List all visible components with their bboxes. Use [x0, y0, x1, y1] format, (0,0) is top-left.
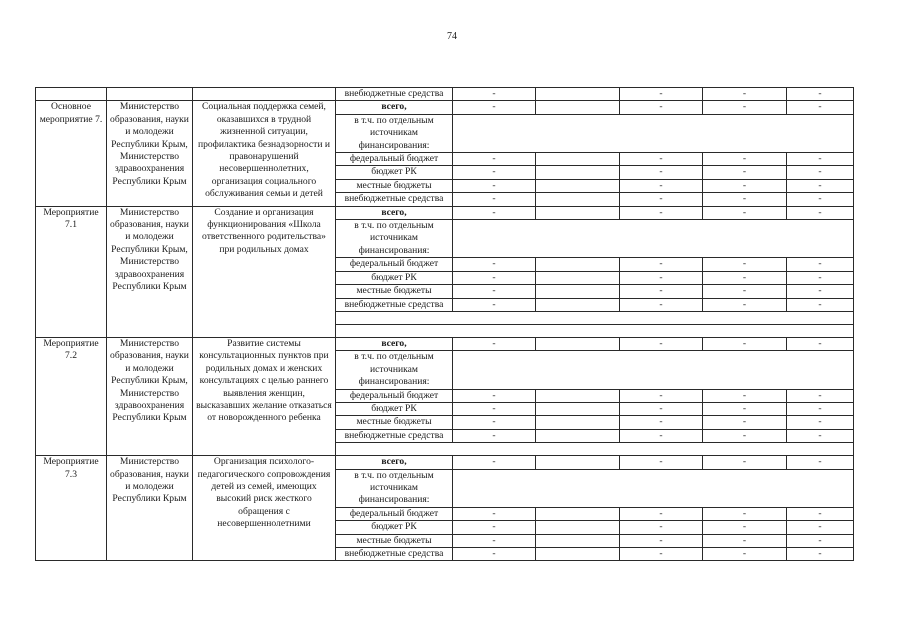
source-cell: всего,: [336, 456, 453, 469]
table-row: [36, 456, 854, 469]
value-cell: -: [787, 285, 854, 298]
value-cell: [536, 153, 620, 166]
value-cell: -: [703, 179, 787, 192]
value-cell: -: [453, 548, 536, 561]
value-cell: -: [787, 298, 854, 311]
value-cell: -: [787, 507, 854, 520]
value-cell: -: [703, 521, 787, 534]
executor-cell: Министерство образования, науки и молодежи Республики Крым, Министерство здравоохранения Республики Крым: [107, 337, 193, 455]
measure-name-cell: Создание и организация функционирования «Школа ответственного родительства» при родильных домах: [193, 206, 336, 337]
value-cell: [536, 548, 620, 561]
source-cell: местные бюджеты: [336, 416, 453, 429]
executor-cell: Министерство образования, науки и молодежи Республики Крым: [107, 456, 193, 561]
value-cell: -: [620, 389, 703, 402]
value-cell: -: [787, 166, 854, 179]
event-cell: Мероприятие 7.3: [36, 456, 107, 561]
source-cell: местные бюджеты: [336, 179, 453, 192]
source-cell: в т.ч. по отдельным источникам финансирования:: [336, 351, 453, 389]
source-cell: бюджет РК: [336, 271, 453, 284]
value-cell: -: [787, 429, 854, 442]
executor-cell: [107, 88, 193, 101]
value-cell: -: [787, 271, 854, 284]
value-cell: -: [453, 337, 536, 350]
source-cell: бюджет РК: [336, 521, 453, 534]
value-cell: -: [620, 285, 703, 298]
value-cell: -: [787, 258, 854, 271]
value-cell: -: [453, 521, 536, 534]
value-cell: -: [787, 179, 854, 192]
measure-name-cell: [193, 88, 336, 101]
value-cell: [536, 193, 620, 206]
value-cell: -: [453, 416, 536, 429]
source-cell: в т.ч. по отдельным источникам финансирования:: [336, 220, 453, 258]
measure-name-cell: Социальная поддержка семей, оказавшихся в трудной жизненной ситуации, профилактика безнадзорности и правонарушений несовершеннолетних, организация социального обслуживания семьи и детей: [193, 101, 336, 206]
value-cell: -: [453, 456, 536, 469]
event-cell: [36, 88, 107, 101]
value-cell: [453, 114, 854, 152]
value-cell: [536, 429, 620, 442]
source-cell: местные бюджеты: [336, 285, 453, 298]
table-row: [36, 206, 854, 219]
source-cell: федеральный бюджет: [336, 389, 453, 402]
source-cell: федеральный бюджет: [336, 258, 453, 271]
value-cell: -: [703, 402, 787, 415]
value-cell: -: [620, 166, 703, 179]
value-cell: -: [620, 521, 703, 534]
value-cell: [453, 351, 854, 389]
source-cell: внебюджетные средства: [336, 298, 453, 311]
value-cell: -: [453, 193, 536, 206]
value-cell: -: [703, 166, 787, 179]
value-cell: -: [703, 548, 787, 561]
value-cell: -: [703, 258, 787, 271]
continuation-row: [36, 88, 854, 101]
value-cell: -: [787, 416, 854, 429]
executor-cell: Министерство образования, науки и молодежи Республики Крым, Министерство здравоохранения Республики Крым: [107, 206, 193, 337]
value-cell: -: [620, 456, 703, 469]
measure-name-cell: Развитие системы консультационных пунктов при родильных домах и женских консультациях с целью раннего выявления женщин, высказавших желание отказаться от новорожденного ребенка: [193, 337, 336, 455]
event-cell: Мероприятие 7.2: [36, 337, 107, 455]
value-cell: [536, 456, 620, 469]
value-cell: -: [703, 153, 787, 166]
page-number: 74: [447, 31, 457, 42]
measure-name-cell: Организация психолого-педагогического сопровождения детей из семей, имеющих высокий риск жесткого обращения с несовершеннолетними: [193, 456, 336, 561]
value-cell: -: [453, 389, 536, 402]
value-cell: -: [620, 88, 703, 101]
source-cell: всего,: [336, 206, 453, 219]
value-cell: [536, 88, 620, 101]
value-cell: [536, 402, 620, 415]
value-cell: [536, 271, 620, 284]
value-cell: -: [787, 206, 854, 219]
value-cell: -: [453, 206, 536, 219]
value-cell: -: [620, 271, 703, 284]
value-cell: [536, 507, 620, 520]
value-cell: [536, 416, 620, 429]
value-cell: -: [787, 153, 854, 166]
value-cell: -: [703, 285, 787, 298]
source-cell: внебюджетные средства: [336, 548, 453, 561]
value-cell: -: [703, 429, 787, 442]
source-cell: федеральный бюджет: [336, 153, 453, 166]
event-cell: Мероприятие 7.1: [36, 206, 107, 337]
blank-cell: [336, 443, 854, 456]
value-cell: -: [453, 298, 536, 311]
value-cell: -: [453, 179, 536, 192]
value-cell: -: [703, 456, 787, 469]
value-cell: [536, 285, 620, 298]
table-row: [36, 101, 854, 114]
blank-cell: [336, 324, 854, 337]
value-cell: -: [703, 101, 787, 114]
source-cell: всего,: [336, 101, 453, 114]
value-cell: -: [453, 258, 536, 271]
value-cell: -: [620, 534, 703, 547]
value-cell: -: [787, 402, 854, 415]
value-cell: [536, 521, 620, 534]
value-cell: -: [620, 193, 703, 206]
value-cell: -: [620, 101, 703, 114]
table-body: [36, 88, 854, 561]
source-cell: всего,: [336, 337, 453, 350]
value-cell: -: [703, 416, 787, 429]
value-cell: -: [620, 206, 703, 219]
value-cell: -: [787, 534, 854, 547]
source-cell: бюджет РК: [336, 166, 453, 179]
value-cell: -: [703, 534, 787, 547]
value-cell: -: [787, 101, 854, 114]
value-cell: -: [453, 166, 536, 179]
value-cell: -: [787, 521, 854, 534]
value-cell: -: [620, 258, 703, 271]
value-cell: -: [453, 507, 536, 520]
value-cell: -: [620, 416, 703, 429]
source-cell: местные бюджеты: [336, 534, 453, 547]
value-cell: -: [453, 88, 536, 101]
value-cell: [536, 166, 620, 179]
source-cell: внебюджетные средства: [336, 429, 453, 442]
value-cell: -: [787, 88, 854, 101]
value-cell: [536, 337, 620, 350]
value-cell: [536, 389, 620, 402]
value-cell: [536, 534, 620, 547]
value-cell: -: [453, 153, 536, 166]
value-cell: -: [620, 153, 703, 166]
value-cell: -: [620, 507, 703, 520]
value-cell: -: [620, 402, 703, 415]
value-cell: -: [703, 193, 787, 206]
value-cell: [453, 469, 854, 507]
value-cell: -: [620, 548, 703, 561]
value-cell: -: [703, 337, 787, 350]
value-cell: -: [787, 193, 854, 206]
value-cell: -: [787, 548, 854, 561]
value-cell: -: [787, 337, 854, 350]
source-cell: федеральный бюджет: [336, 507, 453, 520]
source-cell: в т.ч. по отдельным источникам финансирования:: [336, 469, 453, 507]
value-cell: -: [620, 179, 703, 192]
source-cell: внебюджетные средства: [336, 88, 453, 101]
value-cell: [453, 220, 854, 258]
value-cell: -: [703, 271, 787, 284]
value-cell: [536, 101, 620, 114]
value-cell: -: [703, 507, 787, 520]
value-cell: -: [620, 337, 703, 350]
value-cell: -: [787, 456, 854, 469]
value-cell: [536, 206, 620, 219]
value-cell: -: [453, 429, 536, 442]
value-cell: -: [703, 206, 787, 219]
source-cell: в т.ч. по отдельным источникам финансирования:: [336, 114, 453, 152]
value-cell: -: [703, 389, 787, 402]
value-cell: -: [703, 298, 787, 311]
source-cell: бюджет РК: [336, 402, 453, 415]
value-cell: [536, 258, 620, 271]
value-cell: -: [453, 101, 536, 114]
value-cell: [536, 179, 620, 192]
value-cell: -: [453, 271, 536, 284]
value-cell: -: [787, 389, 854, 402]
value-cell: -: [620, 298, 703, 311]
value-cell: -: [453, 402, 536, 415]
value-cell: -: [620, 429, 703, 442]
event-cell: Основное мероприятие 7.: [36, 101, 107, 206]
value-cell: [536, 298, 620, 311]
blank-cell: [336, 311, 854, 324]
value-cell: -: [703, 88, 787, 101]
value-cell: -: [453, 285, 536, 298]
table-row: [36, 337, 854, 350]
executor-cell: Министерство образования, науки и молодежи Республики Крым, Министерство здравоохранения Республики Крым: [107, 101, 193, 206]
source-cell: внебюджетные средства: [336, 193, 453, 206]
value-cell: -: [453, 534, 536, 547]
budget-table: [35, 87, 854, 561]
